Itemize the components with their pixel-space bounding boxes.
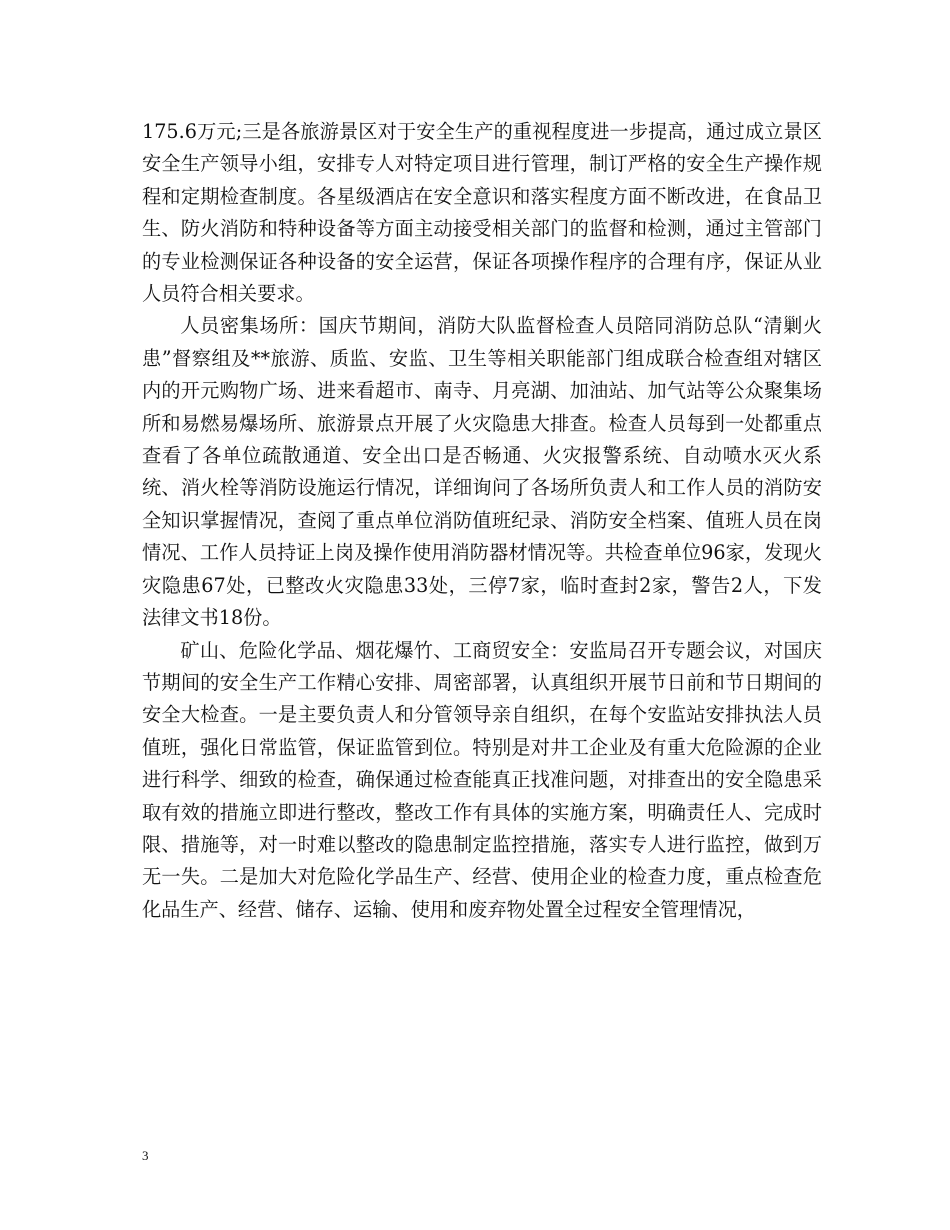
paragraph-3: 矿山、危险化学品、烟花爆竹、工商贸安全：安监局召开专题会议，对国庆节期间的安全生产工作精心安排、周密部署，认真组织开展节日前和节日期间的安全大检查。一是主要负责人和分管领导亲自组织，在每个安监站安排执法人员值班，强化日常监管，保证监管到位。特别是对井工企业及有重大危险源的企业进行科学、细致的检查，确保通过检查能真正找准问题，对排查出的安全隐患采取有效的措施立即进行整改，整改工作有具体的实施方案，明确责任人、完成时限、措施等，对一时难以整改的隐患制定监控措施，落实专人进行监控，做到万无一失。二是加大对危险化学品生产、经营、使用企业的检查力度，重点检查危化品生产、经营、储存、运输、使用和废弃物处置全过程安全管理情况， xyxy=(142,638,822,921)
paragraph-1: 175.6万元;三是各旅游景区对于安全生产的重视程度进一步提高，通过成立景区安全生产领导小组，安排专人对特定项目进行管理，制订严格的安全生产操作规程和定期检查制度。各星级酒店在安全意识和落实程度方面不断改进，在食品卫生、防火消防和特种设备等方面主动接受相关部门的监督和检测，通过主管部门的专业检测保证各种设备的安全运营，保证各项操作程序的合理有序，保证从业人员符合相关要求。 xyxy=(142,120,822,306)
document-body xyxy=(142,116,822,926)
page-number: 3 xyxy=(142,1148,149,1163)
paragraph-2: 人员密集场所：国庆节期间，消防大队监督检查人员陪同消防总队“清剿火患”督察组及**旅游、质监、安监、卫生等相关职能部门组成联合检查组对辖区内的开元购物广场、进来看超市、南寺、月亮湖、加油站、加气站等公众聚集场所和易燃易爆场所、旅游景点开展了火灾隐患大排查。检查人员每到一处都重点查看了各单位疏散通道、安全出口是否畅通、火灾报警系统、自动喷水灭火系统、消火栓等消防设施运行情况，详细询问了各场所负责人和工作人员的消防安全知识掌握情况，查阅了重点单位消防值班纪录、消防安全档案、值班人员在岗情况、工作人员持证上岗及操作使用消防器材情况等。共检查单位96家，发现火灾隐患67处，已整改火灾隐患33处，三停7家，临时查封2家，警告2人，下发法律文书18份。 xyxy=(142,314,822,630)
